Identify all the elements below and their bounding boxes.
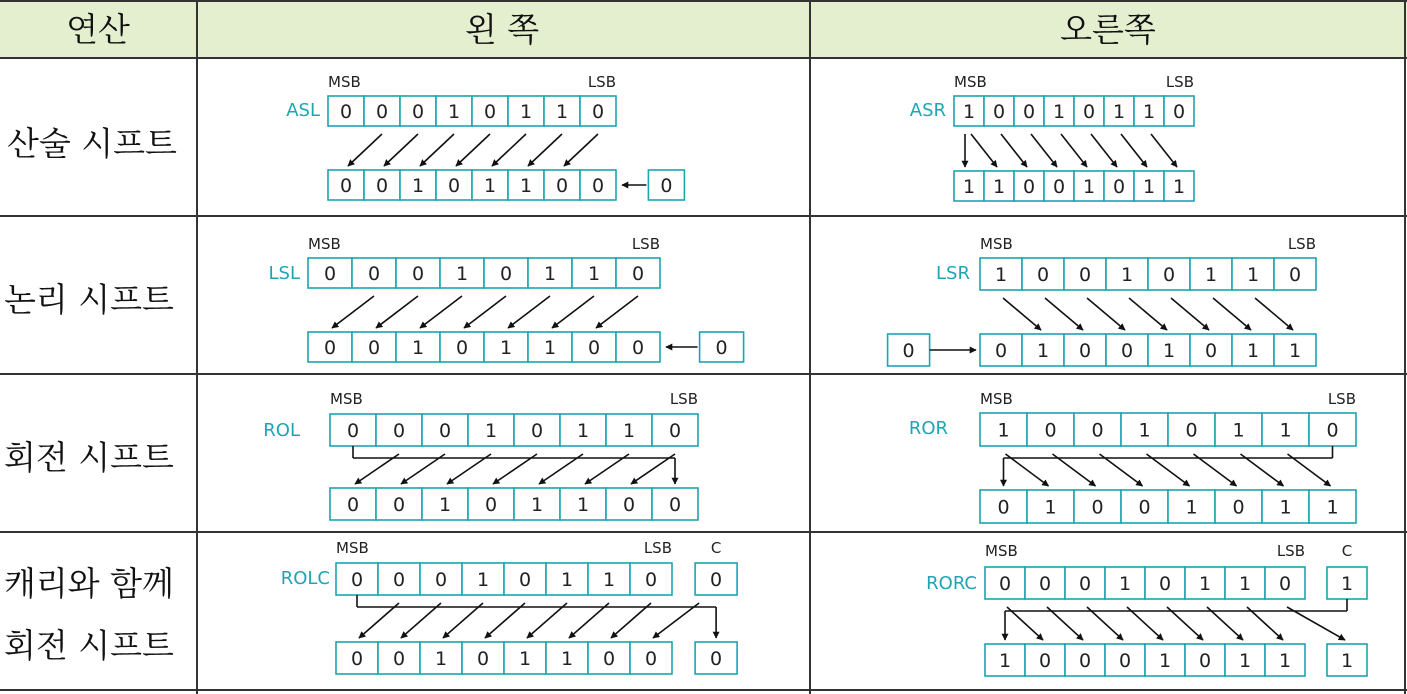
lsb-label: LSB — [1287, 235, 1316, 253]
dst-lsl-bit: 1 — [543, 337, 557, 359]
dst-asl-bit: 0 — [447, 175, 461, 197]
row-label-logical: 논리 시프트 — [4, 280, 174, 319]
src-ror-bit: 0 — [1091, 419, 1104, 442]
dst-lsr-bit: 1 — [1162, 340, 1176, 362]
row-label-rotate-carry-line1: 캐리와 함께 — [4, 564, 174, 603]
lsb-label: LSB — [1276, 542, 1305, 560]
shift-arrow — [1247, 607, 1283, 640]
src-rol-bit: 1 — [622, 420, 636, 442]
src-rorc-bit: 1 — [1118, 573, 1132, 595]
src-lsl-bit: 1 — [455, 263, 469, 285]
src-lsl-bit: 1 — [587, 263, 601, 285]
dst-rorc-bit: 1 — [1278, 650, 1292, 672]
shift-arrow — [528, 134, 562, 166]
dst-asl-bit: 0 — [555, 175, 569, 197]
src-lsr-bit: 1 — [1246, 264, 1260, 286]
src-rol-bit: 0 — [438, 420, 452, 442]
lsb-label: LSB — [1327, 390, 1356, 408]
dst-lsl-bit: 0 — [455, 337, 469, 359]
op-name-lsr: LSR — [936, 263, 970, 284]
src-rolc-bit: 0 — [392, 569, 406, 591]
op-name-asl: ASL — [286, 100, 320, 121]
shift-arrow — [611, 603, 651, 638]
lsb-label: LSB — [643, 539, 672, 557]
shift-arrow — [1061, 134, 1087, 167]
dst-rol-bit: 1 — [576, 494, 590, 516]
src-asl-bit: 0 — [411, 101, 425, 123]
src-rolc-bit: 1 — [476, 569, 490, 591]
dst-asr-bit: 0 — [1022, 176, 1036, 198]
src-asr-bit: 1 — [1112, 101, 1126, 123]
op-name-lsl: LSL — [268, 263, 300, 284]
dst-ror-bit: 0 — [997, 496, 1010, 519]
src-asr-bit: 0 — [1172, 101, 1186, 123]
src-asl-bit: 1 — [447, 101, 461, 123]
dst-rolc-bit: 0 — [476, 648, 490, 670]
src-lsl-bit: 0 — [367, 263, 381, 285]
src-lsr-bit: 0 — [1078, 264, 1092, 286]
op-name-rorc: RORC — [926, 573, 977, 594]
shift-arrow — [492, 134, 526, 166]
shift-arrow — [401, 603, 441, 638]
dst-asl-bit: 1 — [519, 175, 533, 197]
input-zero: 0 — [715, 337, 728, 359]
dst-rol-bit: 0 — [668, 494, 682, 516]
shift-arrow — [332, 296, 374, 328]
src-lsr-bit: 1 — [994, 264, 1008, 286]
dst-asr-bit: 1 — [962, 176, 976, 198]
dst-rolc-bit: 1 — [518, 648, 532, 670]
src-lsr-bit: 1 — [1204, 264, 1218, 286]
shift-arrow — [464, 296, 506, 328]
op-name-asr: ASR — [909, 100, 946, 121]
src-rorc-bit: 0 — [1078, 573, 1092, 595]
dst-asr-bit: 0 — [1052, 176, 1066, 198]
msb-label: MSB — [330, 390, 363, 408]
carry-dst: 0 — [710, 648, 723, 670]
input-zero: 0 — [902, 340, 915, 362]
src-rol-bit: 1 — [576, 420, 590, 442]
lsb-label: LSB — [1165, 73, 1194, 91]
src-asl-bit: 0 — [339, 101, 353, 123]
dst-lsl-bit: 0 — [587, 337, 601, 359]
dst-rorc-bit: 0 — [1118, 650, 1132, 672]
msb-label: MSB — [980, 235, 1013, 253]
dst-lsl-bit: 0 — [323, 337, 337, 359]
shift-arrow — [1001, 134, 1027, 167]
op-name-rol: ROL — [263, 420, 300, 441]
shift-arrow — [971, 134, 997, 167]
shift-arrow — [552, 296, 594, 328]
shift-arrow — [485, 603, 525, 638]
dst-rol-bit: 0 — [484, 494, 498, 516]
src-rolc-bit: 0 — [434, 569, 448, 591]
src-lsr-bit: 1 — [1120, 264, 1134, 286]
shift-arrow — [1007, 607, 1043, 640]
dst-lsr-bit: 1 — [1288, 340, 1302, 362]
dst-lsr-bit: 0 — [1078, 340, 1092, 362]
shift-arrow — [384, 134, 418, 166]
src-asr-bit: 1 — [1142, 101, 1156, 123]
shift-arrow — [1003, 298, 1041, 330]
lsb-label: LSB — [669, 390, 698, 408]
op-name-rolc: ROLC — [280, 568, 330, 589]
shift-arrow — [653, 603, 699, 638]
src-rol-bit: 0 — [668, 420, 682, 442]
msb-label: MSB — [985, 542, 1018, 560]
src-asl-bit: 1 — [555, 101, 569, 123]
src-lsr-bit: 0 — [1036, 264, 1050, 286]
src-rorc-bit: 0 — [1278, 573, 1292, 595]
src-lsr-bit: 0 — [1288, 264, 1302, 286]
src-ror-bit: 1 — [1138, 419, 1151, 442]
dst-rolc-bit: 0 — [644, 648, 658, 670]
dst-lsl-bit: 1 — [411, 337, 425, 359]
shift-arrow — [1087, 607, 1123, 640]
shift-arrow — [420, 296, 462, 328]
dst-rorc-bit: 1 — [998, 650, 1012, 672]
src-rolc-bit: 0 — [518, 569, 532, 591]
shift-arrow — [456, 134, 490, 166]
input-zero: 0 — [660, 175, 673, 197]
src-ror-bit: 1 — [1232, 419, 1245, 442]
src-asr-bit: 0 — [1022, 101, 1036, 123]
src-lsl-bit: 0 — [323, 263, 337, 285]
dst-rorc-bit: 0 — [1078, 650, 1092, 672]
dst-rol-bit: 0 — [622, 494, 636, 516]
src-rorc-bit: 0 — [1038, 573, 1052, 595]
shift-arrow — [1087, 298, 1125, 330]
shift-arrow — [420, 134, 454, 166]
dst-asr-bit: 1 — [1142, 176, 1156, 198]
msb-label: MSB — [328, 73, 361, 91]
dst-rorc-bit: 1 — [1238, 650, 1252, 672]
src-ror-bit: 0 — [1044, 419, 1057, 442]
src-asr-bit: 1 — [1052, 101, 1066, 123]
dst-rorc-bit: 1 — [1158, 650, 1172, 672]
shift-arrow — [348, 134, 382, 166]
src-rolc-bit: 1 — [602, 569, 616, 591]
src-asr-bit: 0 — [992, 101, 1006, 123]
shift-arrow — [596, 296, 638, 328]
src-rorc-bit: 0 — [1158, 573, 1172, 595]
header-operation: 연산 — [66, 10, 130, 49]
carry-label: C — [710, 539, 722, 557]
shift-arrow — [1287, 607, 1345, 640]
dst-lsr-bit: 1 — [1246, 340, 1260, 362]
src-asl-bit: 0 — [591, 101, 605, 123]
dst-asl-bit: 1 — [411, 175, 425, 197]
shift-arrow — [1213, 298, 1251, 330]
op-name-ror: ROR — [908, 418, 948, 439]
dst-rolc-bit: 1 — [434, 648, 448, 670]
src-lsl-bit: 0 — [411, 263, 425, 285]
dst-asl-bit: 0 — [339, 175, 353, 197]
src-rolc-bit: 0 — [350, 569, 364, 591]
shift-arrow — [527, 603, 567, 638]
row-label-arithmetic: 산술 시프트 — [7, 124, 177, 163]
src-rol-bit: 0 — [392, 420, 406, 442]
msb-label: MSB — [980, 390, 1013, 408]
src-lsl-bit: 0 — [631, 263, 645, 285]
dst-lsl-bit: 1 — [499, 337, 513, 359]
dst-rorc-bit: 0 — [1038, 650, 1052, 672]
dst-rol-bit: 0 — [346, 494, 360, 516]
src-asl-bit: 1 — [519, 101, 533, 123]
msb-label: MSB — [336, 539, 369, 557]
shift-arrow — [1151, 134, 1177, 167]
dst-asr-bit: 1 — [1082, 176, 1096, 198]
dst-ror-bit: 0 — [1232, 496, 1245, 519]
dst-rol-bit: 1 — [530, 494, 544, 516]
shift-arrow — [359, 603, 399, 638]
shift-arrow — [1045, 298, 1083, 330]
shift-arrow — [508, 296, 550, 328]
dst-ror-bit: 1 — [1044, 496, 1057, 519]
dst-lsl-bit: 0 — [631, 337, 645, 359]
shift-arrow — [564, 134, 598, 166]
header-left: 왼 쪽 — [464, 10, 540, 49]
shift-arrow — [1031, 134, 1057, 167]
header-row-background — [0, 0, 1407, 58]
dst-lsr-bit: 0 — [1120, 340, 1134, 362]
header-right: 오른쪽 — [1060, 10, 1156, 49]
src-ror-bit: 0 — [1185, 419, 1198, 442]
lsb-label: LSB — [587, 73, 616, 91]
dst-rolc-bit: 0 — [350, 648, 364, 670]
src-asr-bit: 0 — [1082, 101, 1096, 123]
shift-arrow — [569, 603, 609, 638]
shift-arrow — [443, 603, 483, 638]
dst-rol-bit: 0 — [392, 494, 406, 516]
dst-ror-bit: 1 — [1326, 496, 1339, 519]
src-lsl-bit: 0 — [499, 263, 513, 285]
dst-rolc-bit: 0 — [392, 648, 406, 670]
dst-lsr-bit: 1 — [1036, 340, 1050, 362]
shift-arrow — [1091, 134, 1117, 167]
src-rol-bit: 0 — [346, 420, 360, 442]
dst-rol-bit: 1 — [438, 494, 452, 516]
carry-src: 1 — [1340, 573, 1354, 595]
src-rorc-bit: 0 — [998, 573, 1012, 595]
src-rol-bit: 0 — [530, 420, 544, 442]
src-rolc-bit: 0 — [644, 569, 658, 591]
dst-ror-bit: 1 — [1279, 496, 1292, 519]
src-rorc-bit: 1 — [1238, 573, 1252, 595]
dst-asl-bit: 0 — [591, 175, 605, 197]
dst-asl-bit: 0 — [375, 175, 389, 197]
msb-label: MSB — [954, 73, 987, 91]
dst-asr-bit: 0 — [1112, 176, 1126, 198]
shift-arrow — [1255, 298, 1293, 330]
src-rolc-bit: 1 — [560, 569, 574, 591]
dst-rolc-bit: 1 — [560, 648, 574, 670]
dst-lsl-bit: 0 — [367, 337, 381, 359]
dst-asr-bit: 1 — [992, 176, 1006, 198]
dst-lsr-bit: 0 — [994, 340, 1008, 362]
carry-src: 0 — [710, 569, 723, 591]
dst-rolc-bit: 0 — [602, 648, 616, 670]
src-asl-bit: 0 — [483, 101, 497, 123]
row-label-rotate: 회전 시프트 — [4, 438, 174, 477]
dst-rorc-bit: 0 — [1198, 650, 1212, 672]
src-rorc-bit: 1 — [1198, 573, 1212, 595]
src-ror-bit: 0 — [1326, 419, 1339, 442]
src-ror-bit: 1 — [997, 419, 1010, 442]
shift-arrow — [1129, 298, 1167, 330]
src-ror-bit: 1 — [1279, 419, 1292, 442]
src-asl-bit: 0 — [375, 101, 389, 123]
dst-ror-bit: 0 — [1091, 496, 1104, 519]
shift-arrow — [1167, 607, 1203, 640]
shift-arrow — [1207, 607, 1243, 640]
shift-arrow — [1171, 298, 1209, 330]
row-label-rotate-carry-line2: 회전 시프트 — [4, 626, 174, 665]
src-lsr-bit: 0 — [1162, 264, 1176, 286]
shift-arrow — [1121, 134, 1147, 167]
dst-asr-bit: 1 — [1172, 176, 1186, 198]
src-asr-bit: 1 — [962, 101, 976, 123]
shift-arrow — [376, 296, 418, 328]
src-rol-bit: 1 — [484, 420, 498, 442]
carry-label: C — [1341, 542, 1353, 560]
msb-label: MSB — [308, 235, 341, 253]
shift-arrow — [1127, 607, 1163, 640]
lsb-label: LSB — [631, 235, 660, 253]
dst-lsr-bit: 0 — [1204, 340, 1218, 362]
src-lsl-bit: 1 — [543, 263, 557, 285]
carry-dst: 1 — [1340, 650, 1354, 672]
shift-arrow — [1047, 607, 1083, 640]
dst-ror-bit: 1 — [1185, 496, 1198, 519]
dst-ror-bit: 0 — [1138, 496, 1151, 519]
dst-asl-bit: 1 — [483, 175, 497, 197]
